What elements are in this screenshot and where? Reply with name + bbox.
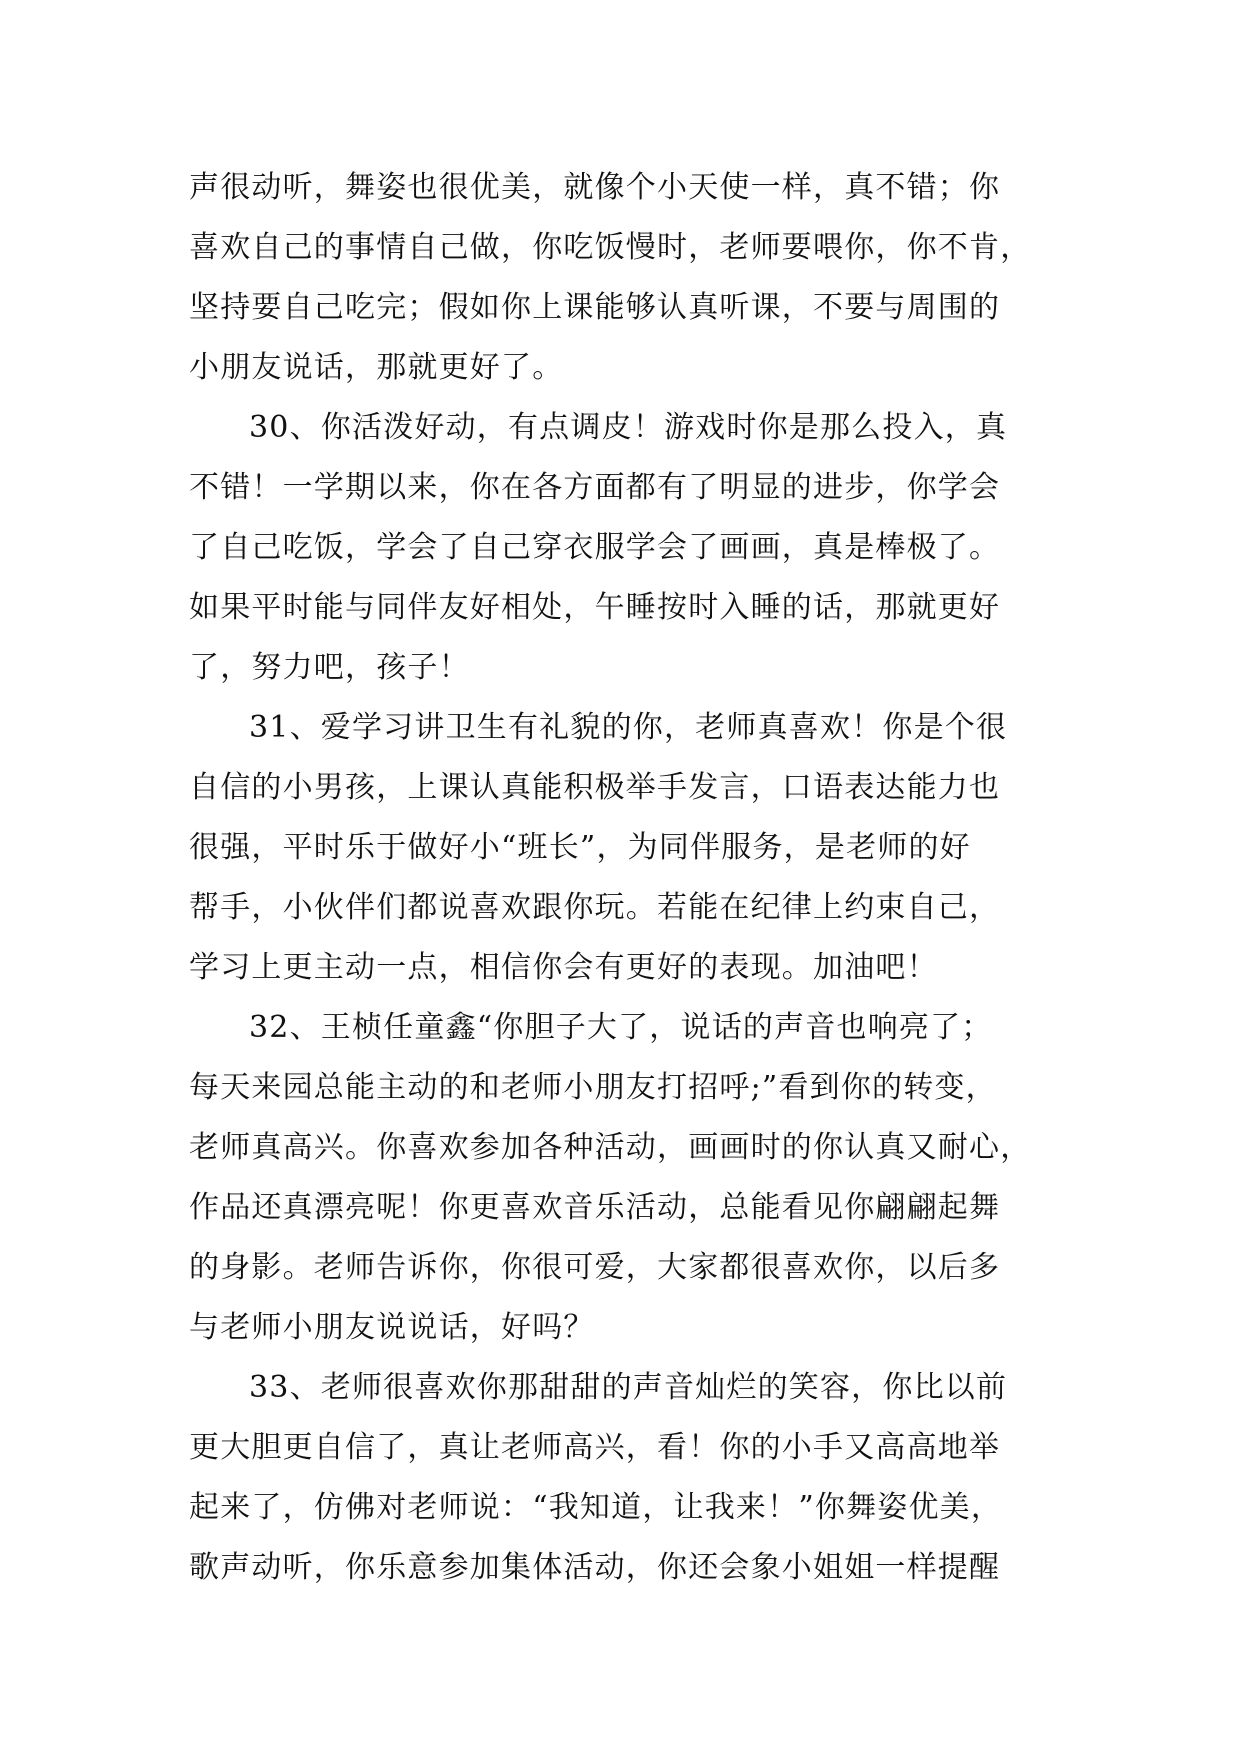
- text-line: 与老师小朋友说说话，好吗？: [189, 1310, 595, 1345]
- text-line: 作品还真漂亮呢！你更喜欢音乐活动，总能看见你翩翩起舞: [189, 1190, 1001, 1225]
- paragraph-start-30: 30、你活泼好动，有点调皮！游戏时你是那么投入，真: [249, 410, 1008, 445]
- text-line: 老师真高兴。你喜欢参加各种活动，画画时的你认真又耐心，: [189, 1130, 1032, 1165]
- text-line: 喜欢自己的事情自己做，你吃饭慢时，老师要喂你，你不肯，: [189, 230, 1032, 265]
- text-line: 坚持要自己吃完；假如你上课能够认真听课，不要与周围的: [189, 290, 1001, 325]
- text-line: 每天来园总能主动的和老师小朋友打招呼;”看到你的转变，: [189, 1070, 997, 1105]
- text-line: 更大胆更自信了，真让老师高兴，看！你的小手又高高地举: [189, 1430, 1001, 1465]
- text-line: 很强，平时乐于做好小“班长”，为同伴服务，是老师的好: [189, 830, 971, 865]
- text-line: 歌声动听，你乐意参加集体活动，你还会象小姐姐一样提醒: [189, 1550, 1001, 1585]
- text-line: 的身影。老师告诉你，你很可爱，大家都很喜欢你，以后多: [189, 1250, 1001, 1285]
- text-line: 了，努力吧，孩子！: [189, 650, 470, 685]
- text-line: 起来了，仿佛对老师说：“我知道，让我来！”你舞姿优美，: [189, 1490, 1003, 1525]
- text-line: 不错！一学期以来，你在各方面都有了明显的进步，你学会: [189, 470, 1001, 505]
- paragraph-start-32: 32、王桢任童鑫“你胆子大了，说话的声音也响亮了；: [249, 1010, 993, 1045]
- paragraph-start-31: 31、爱学习讲卫生有礼貌的你，老师真喜欢！你是个很: [249, 710, 1008, 745]
- document-body: [189, 158, 1069, 1598]
- text-line: 学习上更主动一点，相信你会有更好的表现。加油吧！: [189, 950, 938, 985]
- text-line: 小朋友说话，那就更好了。: [189, 350, 564, 385]
- paragraph-start-33: 33、老师很喜欢你那甜甜的声音灿烂的笑容，你比以前: [249, 1370, 1008, 1405]
- text-line: 自信的小男孩，上课认真能积极举手发言，口语表达能力也: [189, 770, 1001, 805]
- text-line: 声很动听，舞姿也很优美，就像个小天使一样，真不错；你: [189, 170, 1001, 205]
- text-line: 如果平时能与同伴友好相处，午睡按时入睡的话，那就更好: [189, 590, 1001, 625]
- text-line: 了自己吃饭，学会了自己穿衣服学会了画画，真是棒极了。: [189, 530, 1001, 565]
- text-line: 帮手，小伙伴们都说喜欢跟你玩。若能在纪律上约束自己，: [189, 890, 1001, 925]
